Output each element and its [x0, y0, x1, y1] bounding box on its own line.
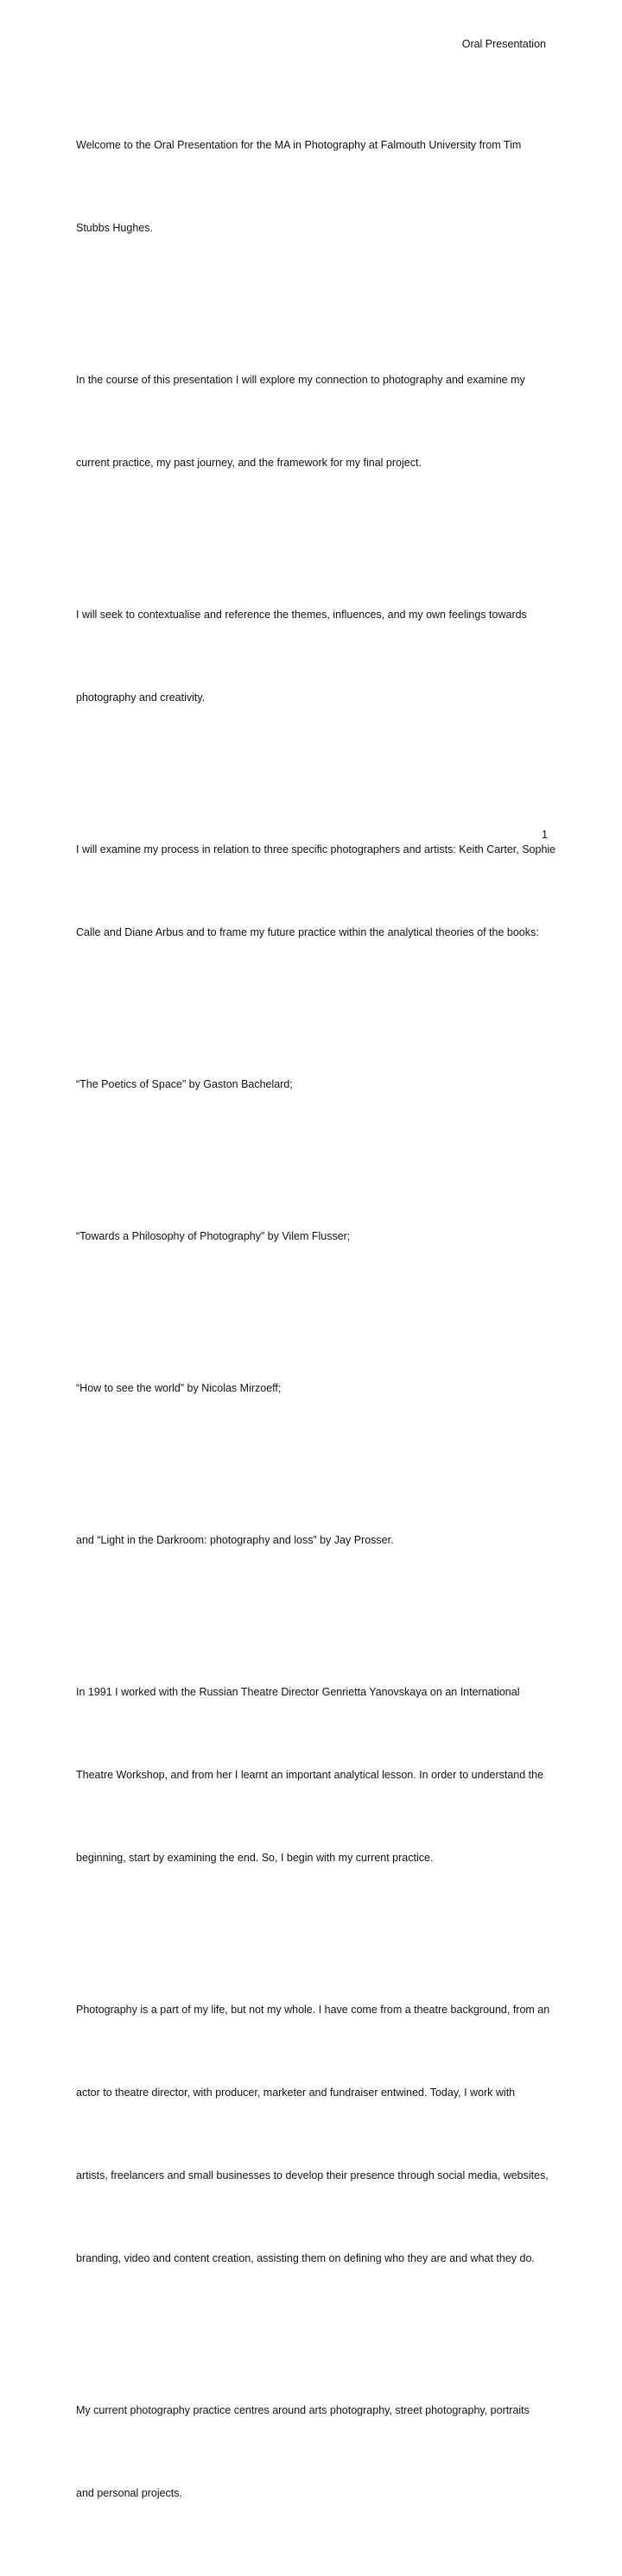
text-line: Calle and Diane Arbus and to frame my future practice within the analytical theories of the books:	[76, 926, 539, 938]
text-line: current practice, my past journey, and the framework for my final project.	[76, 457, 422, 469]
text-line: Stubbs Hughes.	[76, 222, 153, 234]
paragraph-1991-workshop	[76, 1623, 549, 1927]
text-line: “The Poetics of Space” by Gaston Bachelard;	[76, 1078, 293, 1090]
book-reference-prosser	[76, 1471, 549, 1609]
text-line: “Towards a Philosophy of Photography” by Vilem Flusser;	[76, 1230, 351, 1242]
book-reference-mirzoeff	[76, 1319, 549, 1457]
text-line: and personal projects.	[76, 2487, 182, 2499]
text-line: My current photography practice centres around arts photography, street photography, portraits	[76, 2404, 530, 2416]
text-line: I will seek to contextualise and reference the themes, influences, and my own feelings towards	[76, 609, 527, 621]
text-line: branding, video and content creation, assisting them on defining who they are and what they do.	[76, 2252, 535, 2264]
running-header: Oral Presentation	[461, 38, 546, 50]
text-line: I will examine my process in relation to three specific photographers and artists: Keith Carter, Sophie	[76, 843, 556, 856]
text-line: In the course of this presentation I will explore my connection to photography and examine my	[76, 374, 525, 386]
body-text	[76, 76, 556, 2576]
paragraph-welcome	[76, 76, 549, 297]
text-line: photography and creativity.	[76, 691, 206, 704]
page-number: 1	[542, 829, 548, 841]
book-reference-bachelard	[76, 1015, 549, 1153]
text-line: artists, freelancers and small businesses to develop their presence through social media, websites,	[76, 2169, 549, 2181]
book-reference-flusser	[76, 1167, 549, 1305]
text-line: beginning, start by examining the end. So, I begin with my current practice.	[76, 1852, 434, 1864]
text-line: actor to theatre director, with producer, marketer and fundraiser entwined. Today, I work with	[76, 2087, 516, 2099]
text-line: and “Light in the Darkroom: photography and loss” by Jay Prosser.	[76, 1534, 394, 1546]
paragraph-current-practice	[76, 2341, 549, 2562]
text-line: “How to see the world” by Nicolas Mirzoeff;	[76, 1382, 282, 1394]
text-line: Theatre Workshop, and from her I learnt an important analytical lesson. In order to understand the	[76, 1769, 544, 1781]
paragraph-contextualise	[76, 546, 549, 767]
paragraph-examine-process	[76, 780, 556, 1001]
text-line: In 1991 I worked with the Russian Theatre Director Genrietta Yanovskaya on an International	[76, 1686, 520, 1698]
paragraph-photography-life	[76, 1941, 549, 2327]
paragraph-course	[76, 311, 549, 532]
text-line: Photography is a part of my life, but not my whole. I have come from a theatre background, from an	[76, 2004, 550, 2016]
text-line: Welcome to the Oral Presentation for the MA in Photography at Falmouth University from Tim	[76, 139, 522, 151]
